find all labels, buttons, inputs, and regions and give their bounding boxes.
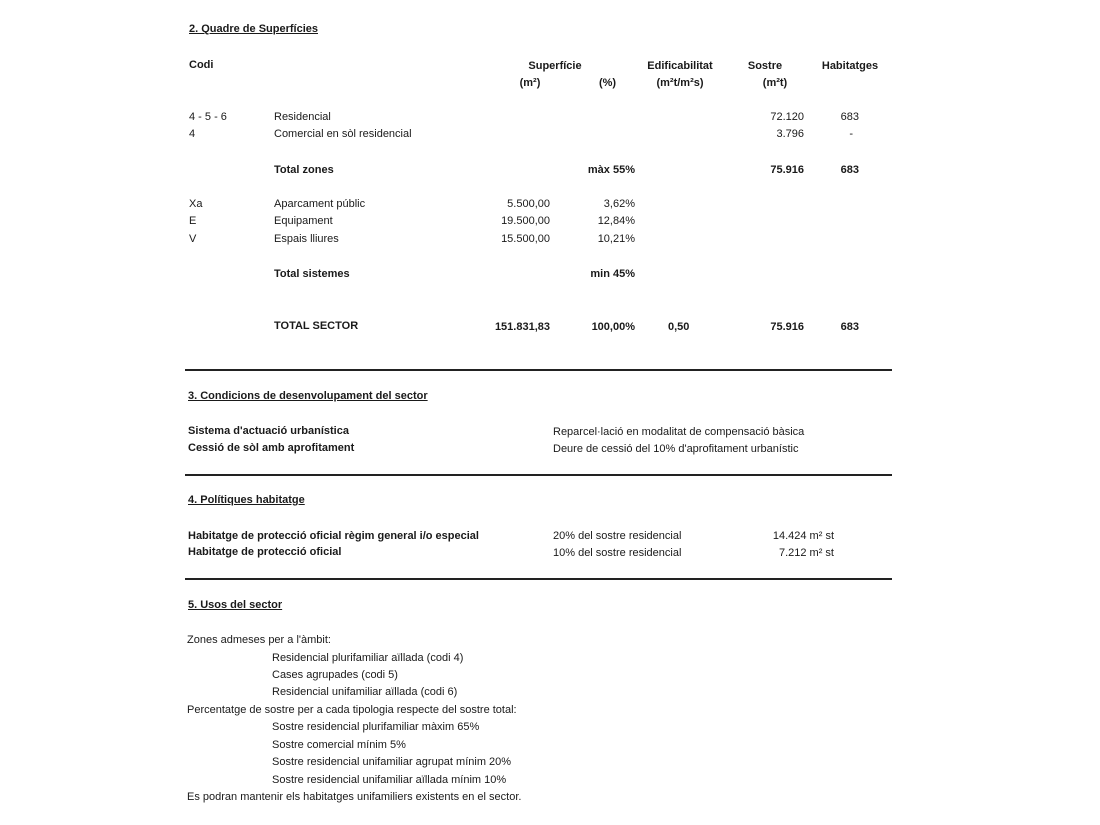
section2-title: 2. Quadre de Superfícies [189,23,318,35]
row-codi: 4 [189,128,196,140]
header-superficie-m2: (m²) [519,77,541,89]
condition-value: Deure de cessió del 10% d'aprofitament urbanístic [553,443,799,455]
header-sostre: Sostre [747,60,783,72]
usage-line: Sostre residencial unifamiliar agrupat mínim 20% [272,756,512,768]
housing-value: 10% del sostre residencial [553,547,682,559]
total-sector-label: TOTAL SECTOR [274,320,359,332]
total-sector-habitatges: 683 [840,321,859,333]
row-sostre: 72.120 [770,111,804,123]
sistema-pct: 10,21% [597,233,635,245]
total-sector-sostre: 75.916 [770,321,804,333]
sistema-name: Espais lliures [274,233,339,245]
usage-line: Cases agrupades (codi 5) [272,669,398,681]
usage-line: Zones admeses per a l'àmbit: [187,634,331,646]
total-sistemes-label: Total sistemes [274,268,350,280]
condition-label: Cessió de sòl amb aprofitament [188,442,355,454]
section-divider [185,369,892,371]
sistema-name: Equipament [274,215,333,227]
total-zones-label: Total zones [274,164,334,176]
sistema-pct: 12,84% [597,215,635,227]
sistema-m2: 5.500,00 [507,198,550,210]
row-name: Residencial [274,111,331,123]
housing-value: 20% del sostre residencial [553,530,682,542]
sistema-name: Aparcament públic [274,198,366,210]
condition-value: Reparcel·lació en modalitat de compensació bàsica [553,426,805,438]
usage-line: Percentatge de sostre per a cada tipologia respecte del sostre total: [187,704,517,716]
total-sector-pct: 100,00% [591,321,635,333]
sistema-codi: V [189,233,197,245]
total-sector-m2: 151.831,83 [494,321,550,333]
section3-title: 3. Condicions de desenvolupament del sector [188,390,428,402]
header-superficie: Superfície [528,60,582,72]
sistema-pct: 3,62% [603,198,635,210]
header-superficie-pct: (%) [598,77,617,89]
header-edificabilitat: Edificabilitat [647,60,713,72]
header-sostre-unit: (m²t) [762,77,788,89]
header-edificabilitat-unit: (m²t/m²s) [656,77,704,89]
housing-label: Habitatge de protecció oficial règim general i/o especial [188,530,479,542]
total-zones-sostre: 75.916 [770,164,804,176]
housing-amount: 7.212 m² st [778,547,834,559]
sistema-m2: 15.500,00 [501,233,550,245]
header-habitatges: Habitatges [821,60,879,72]
sistema-codi: E [189,215,197,227]
usage-line: Es podran mantenir els habitatges unifamiliers existents en el sector. [187,791,522,803]
total-sistemes-pct: min 45% [590,268,635,280]
usage-line: Sostre residencial unifamiliar aïllada mínim 10% [272,774,507,786]
total-sector-edificabilitat: 0,50 [668,321,690,333]
usage-line: Residencial unifamiliar aïllada (codi 6) [272,686,458,698]
row-name: Comercial en sòl residencial [274,128,412,140]
sistema-codi: Xa [189,198,203,210]
total-zones-habitatges: 683 [840,164,859,176]
housing-amount: 14.424 m² st [772,530,834,542]
condition-label: Sistema d'actuació urbanística [188,425,349,437]
section-divider [185,474,892,476]
row-habitatges: 683 [840,111,859,123]
row-habitatges: - [849,128,853,140]
section5-title: 5. Usos del sector [188,599,283,611]
housing-label: Habitatge de protecció oficial [188,546,342,558]
total-zones-pct: màx 55% [587,164,635,176]
usage-line: Sostre residencial plurifamiliar màxim 65% [272,721,480,733]
section-divider [185,578,892,580]
sistema-m2: 19.500,00 [501,215,550,227]
row-codi: 4 - 5 - 6 [189,111,227,123]
header-codi: Codi [189,59,214,71]
usage-line: Sostre comercial mínim 5% [272,739,406,751]
row-sostre: 3.796 [776,128,804,140]
usage-line: Residencial plurifamiliar aïllada (codi 4) [272,652,464,664]
section4-title: 4. Polítiques habitatge [188,494,305,506]
